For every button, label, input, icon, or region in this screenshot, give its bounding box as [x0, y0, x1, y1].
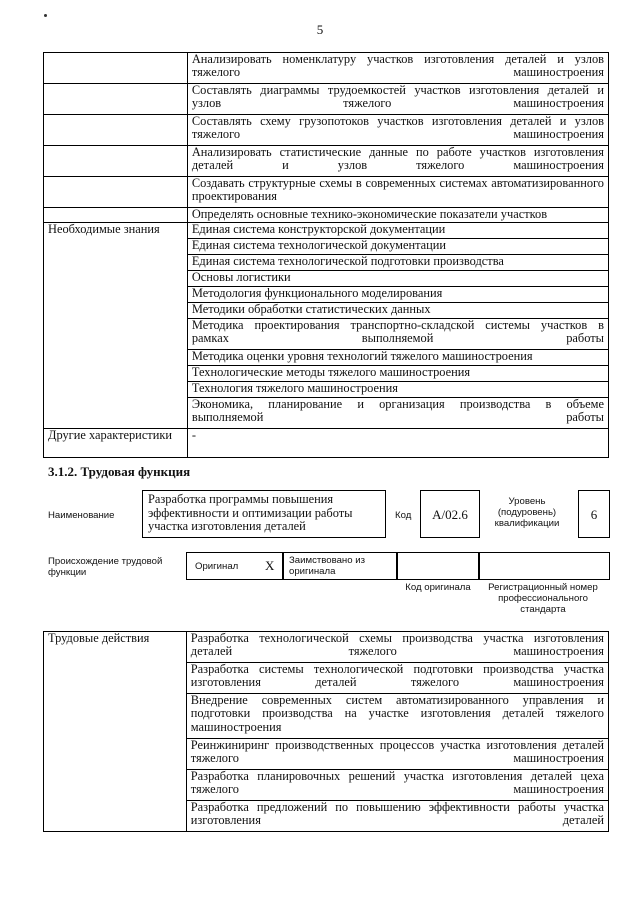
original-box: [186, 552, 284, 580]
knowledge-table: [43, 52, 609, 458]
level-label: Уровень (подуровень) квалификации: [494, 496, 560, 529]
orig-code-box: [396, 552, 480, 580]
empty-cell: [44, 208, 188, 223]
empty-cell: [44, 84, 188, 115]
knowledge-row: Единая система технологической документации: [187, 239, 608, 255]
knowledge-row: Методология функционального моделирования: [187, 287, 608, 303]
reg-number-box: [478, 552, 610, 580]
knowledge-row: Экономика, планирование и организация производства в объеме выполняемой работы: [187, 398, 608, 429]
code-value: А/02.6: [432, 507, 468, 522]
empty-cell: [44, 53, 188, 84]
skill-row: Составлять диаграммы трудоемкостей участков изготовления деталей и узлов тяжелого машиностроения: [187, 84, 608, 115]
skill-row: Определять основные технико-экономические показатели участков: [187, 208, 608, 223]
name-value-box: [142, 490, 386, 538]
action-row: Разработка предложений по повышению эффективности работы участка изготовления деталей: [186, 801, 608, 832]
knowledge-row: Единая система технологической подготовки производства: [187, 255, 608, 271]
knowledge-row: Основы логистики: [187, 271, 608, 287]
knowledge-row: Технологические методы тяжелого машиностроения: [187, 366, 608, 382]
original-label: Оригинал: [195, 561, 239, 572]
section-title: 3.1.2. Трудовая функция: [48, 464, 191, 479]
action-row: Реинжиниринг производственных процессов участка изготовления деталей тяжелого машиностроения: [186, 739, 608, 770]
knowledge-label: Необходимые знания: [44, 223, 188, 429]
origin-label: Происхождение трудовой функции: [48, 556, 163, 578]
orig-code-caption: Код оригинала: [405, 582, 471, 593]
actions-label: Трудовые действия: [44, 632, 187, 832]
knowledge-row: Технология тяжелого машиностроения: [187, 382, 608, 398]
empty-cell: [44, 146, 188, 177]
skill-row: Составлять схему грузопотоков участков изготовления деталей и узлов тяжелого машиностроения: [187, 115, 608, 146]
actions-table: [43, 631, 609, 832]
knowledge-row: Методика проектирования транспортно-складской системы участков в рамках выполняемой работы: [187, 319, 608, 350]
reg-number-caption: Регистрационный номер профессионального стандарта: [488, 582, 598, 615]
skill-row: Анализировать номенклатуру участков изготовления деталей и узлов тяжелого машиностроения: [187, 53, 608, 84]
knowledge-row: Методика оценки уровня технологий тяжелого машиностроения: [187, 350, 608, 366]
empty-cell: [44, 115, 188, 146]
code-label: Код: [395, 510, 412, 521]
code-box: [420, 490, 480, 538]
knowledge-row: Методики обработки статистических данных: [187, 303, 608, 319]
skill-row: Анализировать статистические данные по работе участков изготовления деталей и узлов тяжелого машиностроения: [187, 146, 608, 177]
empty-cell: [44, 177, 188, 208]
other-value: -: [187, 429, 608, 458]
action-row: Разработка системы технологической подготовки производства участка изготовления деталей тяжелого машиностроения: [186, 663, 608, 694]
action-row: Разработка технологической схемы производства участка изготовления деталей тяжелого машиностроения: [186, 632, 608, 663]
name-label: Наименование: [48, 510, 115, 521]
original-mark: X: [265, 558, 275, 573]
function-name: Разработка программы повышения эффективности и оптимизации работы участка изготовления деталей: [148, 492, 353, 534]
borrowed-label: Заимствовано из оригинала: [289, 555, 365, 577]
action-row: Разработка планировочных решений участка изготовления деталей цеха тяжелого машиностроения: [186, 770, 608, 801]
other-label: Другие характеристики: [44, 429, 188, 458]
borrowed-box: [282, 552, 398, 580]
page-number: 5: [316, 22, 324, 37]
knowledge-row: Единая система конструкторской документации: [187, 223, 608, 239]
level-box: [578, 490, 610, 538]
skill-row: Создавать структурные схемы в современных системах автоматизированного проектирования: [187, 177, 608, 208]
level-value: 6: [590, 507, 598, 522]
action-row: Внедрение современных систем автоматизированного управления и подготовки производства на участке изготовления деталей тяжелого машиностроения: [186, 694, 608, 739]
scan-dot: [44, 14, 47, 17]
